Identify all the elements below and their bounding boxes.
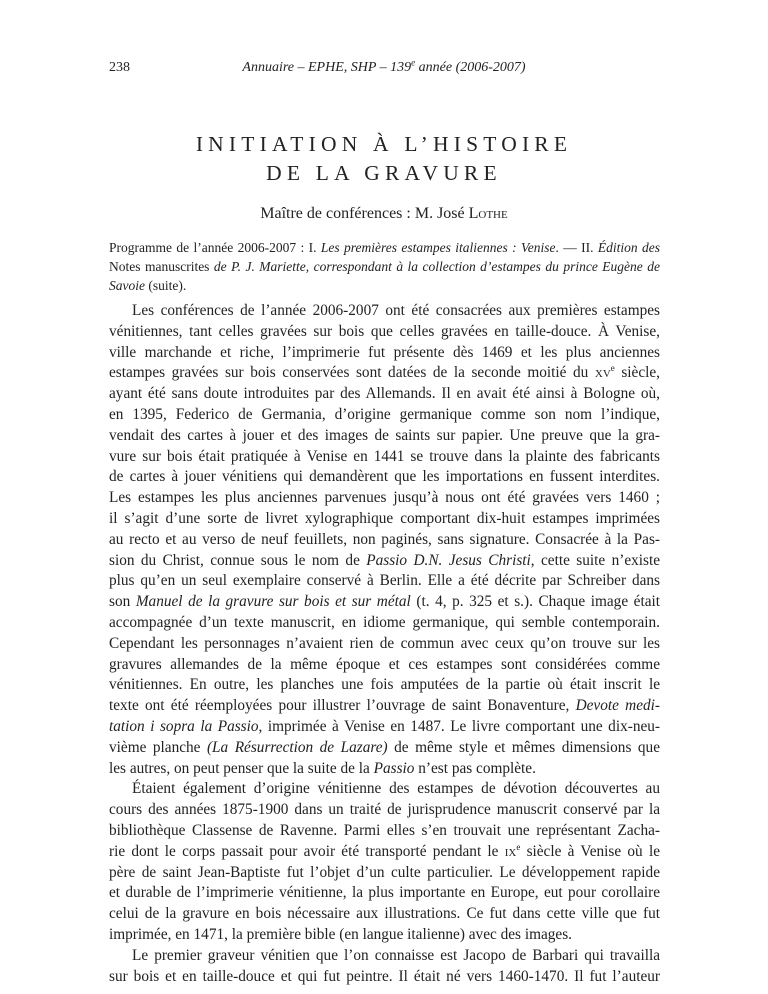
body-line: son Manuel de la gravure sur bois et sur métal (t. 4, p. 325 et s.). Chaque image était [109,593,660,611]
body-line: Étaient également d’origine vénitienne des estampes de dévotion découvertes au [132,780,660,798]
body-line: Cependant les personnages n’avaient rien de commun avec ceux qu’on trouve sur les [109,634,660,652]
body-line: gravures allemandes de la même époque et ces estampes sont considérées comme [109,655,660,673]
article-title [0,130,768,188]
body-line: plus qu’en un seul exemplaire conservé à Berlin. Elle a été décrite par Schreiber dans [109,572,660,590]
body-line: vure sur bois était pratiquée à Venise en 1441 se trouve dans la plainte des fabricants [109,447,660,465]
programme-note: Programme de l’année 2006-2007 : I. Les premières estampes italiennes : Venise. — II. Édition des Notes manuscrites de P. J. Mariette, correspondant à la collection d’estampes du prince Eugène de Savoie (suite). [109,240,660,293]
body-line: père de saint Jean-Baptiste fut l’objet d’un culte particulier. Le développement rapide [109,863,660,881]
body-line: celui de la gravure en bois nécessaire aux illustrations. Ce fut dans cette ville que fut [109,905,660,923]
body-line: bibliothèque Classense de Ravenne. Parmi elles s’en trouvait une représentant Zacha- [109,821,660,839]
body-line: ville marchande et riche, l’imprimerie fut présente dès 1469 et les plus anciennes [109,343,660,361]
body-line: accompagnée d’un texte manuscrit, en idiome germanique, qui semble contemporain. [109,613,660,631]
body-line: rie dont le corps passait pour avoir été transporté pendant le $ix^e$ siècle à Venise où le [109,841,660,860]
body-line: sur bois et en taille-douce et qui fut peintre. Il était né vers 1460-1470. Il fut l’auteur [109,967,660,985]
body-line: vénitiennes. En outre, les planches une fois amputées de la partie où était inscrit le [109,676,660,694]
body-line: et durable de l’imprimerie vénitienne, la plus importante en Europe, eut pour corollaire [109,884,660,902]
body-line: texte ont été réemployées pour illustrer l’ouvrage de saint Bonaventure, Devote medi- [109,697,661,715]
body-line: Le premier graveur vénitien que l’on connaisse est Jacopo de Barbari qui travailla [132,946,660,964]
lecturer-line: Maître de conférences : M. José Lothe [260,205,508,222]
body-line: en 1395, Federico de Germania, d’origine germanique comme son nom l’indique, [109,405,660,423]
body-line: Les conférences de l’année 2006-2007 ont été consacrées aux premières estampes [132,302,660,319]
body-line: estampes gravées sur bois conservées sont datées de la seconde moitié du $xv^e$ siècle, [109,363,660,382]
title-line-2: DE LA GRAVURE [266,161,502,185]
body-line: imprimée, en 1471, la première bible (en langue italienne) avec des images. [109,925,572,943]
body-line: vendait des cartes à jouer et des images de saints sur papier. Une preuve que la gra- [109,426,660,444]
page-number: 238 [109,60,130,75]
body-line: sion du Christ, connue sous le nom de Passio D.N. Jesus Christi, cette suite n’existe [109,551,660,569]
body-line: Les estampes les plus anciennes parvenues jusqu’à nous ont été gravées vers 1460 ; [109,489,660,507]
body-line: il s’agit d’une sorte de livret xylographique comportant dix-huit estampes imprimées [109,509,660,527]
body-line: de cartes à jouer vénitiens qui demandèrent que les importations en fussent interdites. [109,468,660,486]
body-line: cours des années 1875-1900 dans un traité de jurisprudence manuscrit conservé par la [109,801,660,819]
lecturer-surname: Lothe [468,205,508,222]
body-line: tation i sopra la Passio, imprimée à Venise en 1487. Le livre comportant une dix-neu- [109,717,660,735]
body-text [109,301,660,987]
body-line: les autres, on peut penser que la suite de la Passio n’est pas complète. [109,759,536,777]
page-header [109,57,659,82]
body-line: ayant été sans doute introduites par des Allemands. Il en avait été ainsi à Bologne où, [109,385,660,403]
body-line: vième planche (La Résurrection de Lazare) de même style et mêmes dimensions que [109,738,660,756]
running-title: Annuaire – EPHE, SHP – 139e année (2006-2007) [242,57,526,75]
body-line: au recto et au verso de neuf feuillets, non paginés, sans signature. Consacrée à la Pas- [109,530,660,548]
title-line-1: INITIATION À L’HISTOIRE [195,132,573,156]
body-line: vénitiennes, tant celles gravées sur bois que celles gravées en taille-douce. À Venise, [109,322,660,340]
